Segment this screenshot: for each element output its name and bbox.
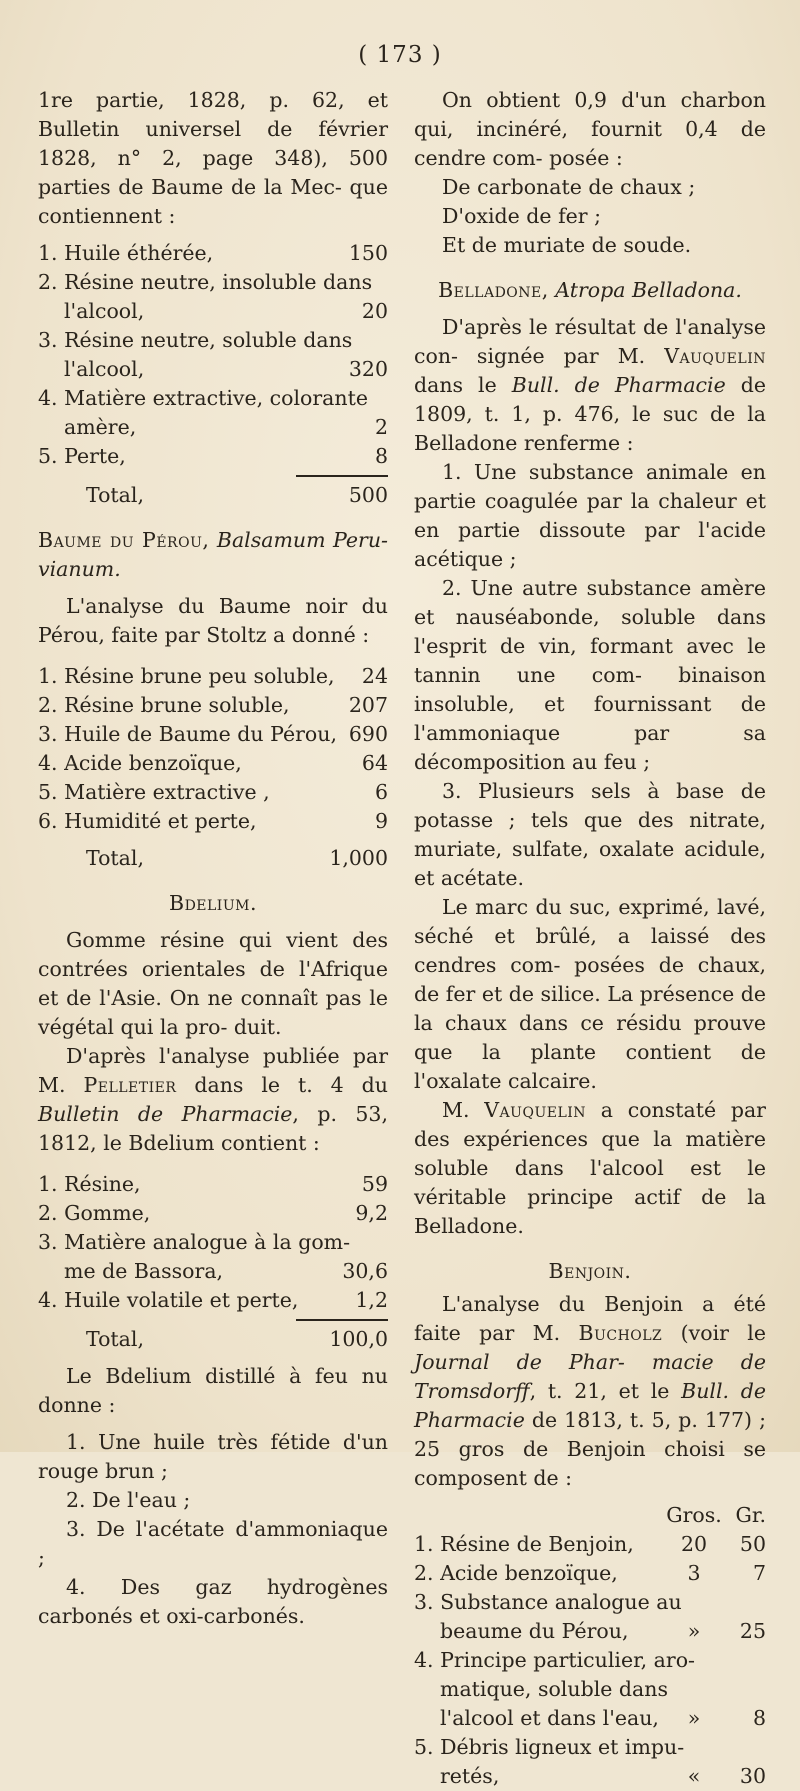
section-heading-belladone: Belladone, Atropa Belladona. (438, 278, 742, 302)
list-item: 1. Résine, 59 (38, 1172, 388, 1196)
total-row: Total, 500 (86, 483, 388, 507)
charbon-paragraph: On obtient 0,9 d'un charbon qui, incinéré, fournit 0,4 de cendre com- posée : (414, 88, 766, 170)
page-number: ( 173 ) (358, 42, 442, 68)
section-heading-benjoin: Benjoin. (548, 1259, 632, 1283)
list-item: 3. De l'acétate d'ammoniaque ; (38, 1517, 388, 1570)
table-row: 3. Substance analogue au (414, 1590, 682, 1614)
list-item: De carbonate de chaux ; (442, 175, 696, 199)
table-header: Gros. Gr. (666, 1503, 766, 1527)
distill-paragraph: Le Bdelium distillé à feu nu donne : (38, 1364, 388, 1417)
total-row: Total, 1,000 (86, 846, 388, 870)
section-heading-bdelium: Bdelium. (169, 891, 257, 915)
table-row: 4. Principe particulier, aro- (414, 1648, 695, 1672)
list-item: 4. Acide benzoïque, 64 (38, 751, 388, 775)
bdelium-paragraph-1: Gomme résine qui vient des contrées orientales de l'Afrique et de l'Asie. On ne connaît pas le végétal qui la pro- duit. (38, 928, 388, 1039)
list-item: 5. Perte, 8 (38, 444, 388, 468)
section-heading-peru: Baume du Pérou, Balsamum Peru- vianum. (38, 528, 388, 581)
intro-paragraph: 1re partie, 1828, p. 62, et Bulletin universel de février 1828, n° 2, page 348), 500 parties de Baume de la Mec- que contiennent : (38, 88, 388, 228)
list-item: 6. Humidité et perte, 9 (38, 809, 388, 833)
list-item: D'oxide de fer ; (442, 204, 602, 228)
list-item: 2. Résine brune soluble, 207 (38, 693, 388, 717)
list-item: 4. Huile volatile et perte, 1,2 (38, 1288, 388, 1312)
benjoin-composition-table: Gros. Gr. 1. Résine de Benjoin, 20 50 2. Acide benzoïque, 3 7 3. Substance analogue au beaume du Pérou, » 25 4. Principe particulier, aro- matique, soluble dans l'alcool et dans l'eau, » 8 5. Débris ligneux et impu- retés, « 30 (414, 1503, 766, 1788)
total-row: Total, 100,0 (86, 1327, 388, 1351)
peru-paragraph: L'analyse du Baume noir du Pérou, faite par Stoltz a donné : (38, 594, 388, 647)
table-row: 5. Débris ligneux et impu- (414, 1735, 685, 1759)
list-item: 1. Huile éthérée, 150 (38, 241, 388, 265)
belladone-paragraph: D'après le résultat de l'analyse con- signée par M. Vauquelin dans le Bull. de Pharmacie de 1809, t. 1, p. 476, le suc de la Belladone renferme : (414, 315, 766, 455)
total-rule (296, 475, 388, 477)
table-row: 2. Acide benzoïque, 3 7 (414, 1561, 766, 1585)
bdelium-paragraph-2: D'après l'analyse publiée par M. Pelletier dans le t. 4 du Bulletin de Pharmacie, p. 53, 1812, le Bdelium contient : (38, 1044, 388, 1155)
list-item: 1. Une substance animale en partie coagulée par la chaleur et en partie dissoute par l'acide acétique ; (414, 460, 766, 571)
list-item: Et de muriate de soude. (442, 233, 692, 257)
right-column (414, 86, 766, 1791)
list-item: 3. Huile de Baume du Pérou, 690 (38, 722, 388, 746)
list-item: 3. Résine neutre, soluble dans (38, 328, 353, 352)
list-item: 1. Une huile très fétide d'un rouge brun ; (38, 1430, 388, 1483)
list-item: 1. Résine brune peu soluble, 24 (38, 664, 388, 688)
mecque-composition-list: 1. Huile éthérée, 150 2. Résine neutre, insoluble dans l'alcool, 20 3. Résine neutre, soluble dans l'alcool, 320 4. Matière extractive, colorante amère, 2 5. Perte, 8 Total, 500 (38, 239, 388, 510)
list-item: 2. Gomme, 9,2 (38, 1201, 388, 1225)
total-rule (296, 1319, 388, 1321)
bdelium-composition-list: 1. Résine, 59 2. Gomme, 9,2 3. Matière analogue à la gom- me de Bassora, 30,6 4. Huile volatile et perte, 1,2 Total, 100,0 (38, 1170, 388, 1354)
marc-paragraph: Le marc du suc, exprimé, lavé, séché et brûlé, a laissé des cendres com- posées de chaux, de fer et de silice. La présence de la chaux dans ce résidu prouve que la plante contient de l'oxalate calcaire. (414, 895, 766, 1093)
left-column (38, 86, 388, 1631)
list-item: 4. Des gaz hydrogènes carbonés et oxi-carbonés. (38, 1575, 388, 1628)
benjoin-paragraph: L'analyse du Benjoin a été faite par M. Bucholz (voir le Journal de Phar- macie de Tromsdorff, t. 21, et le Bull. de Pharmacie de 1813, t. 5, p. 177) ; 25 gros de Benjoin choisi se composent de : (414, 1292, 767, 1490)
list-item: 4. Matière extractive, colorante (38, 386, 368, 410)
vauquelin-paragraph: M. Vauquelin a constaté par des expériences que la matière soluble dans l'alcool est le véritable principe actif de la Belladone. (414, 1098, 766, 1238)
list-item: 3. Plusieurs sels à base de potasse ; tels que des nitrate, muriate, sulfate, oxalate acidule, et acétate. (414, 779, 766, 890)
list-item: 2. De l'eau ; (66, 1488, 191, 1512)
list-item: 3. Matière analogue à la gom- (38, 1230, 351, 1254)
list-item: 5. Matière extractive , 6 (38, 780, 388, 804)
list-item: 2. Résine neutre, insoluble dans (38, 270, 373, 294)
table-row: 1. Résine de Benjoin, 20 50 (414, 1532, 766, 1556)
peru-composition-list (38, 662, 388, 873)
list-item: 2. Une autre substance amère et nauséabonde, soluble dans l'esprit de vin, formant avec le tannin une com- binaison insoluble, et fournissant de l'ammoniaque par sa décomposition au feu ; (414, 576, 766, 774)
